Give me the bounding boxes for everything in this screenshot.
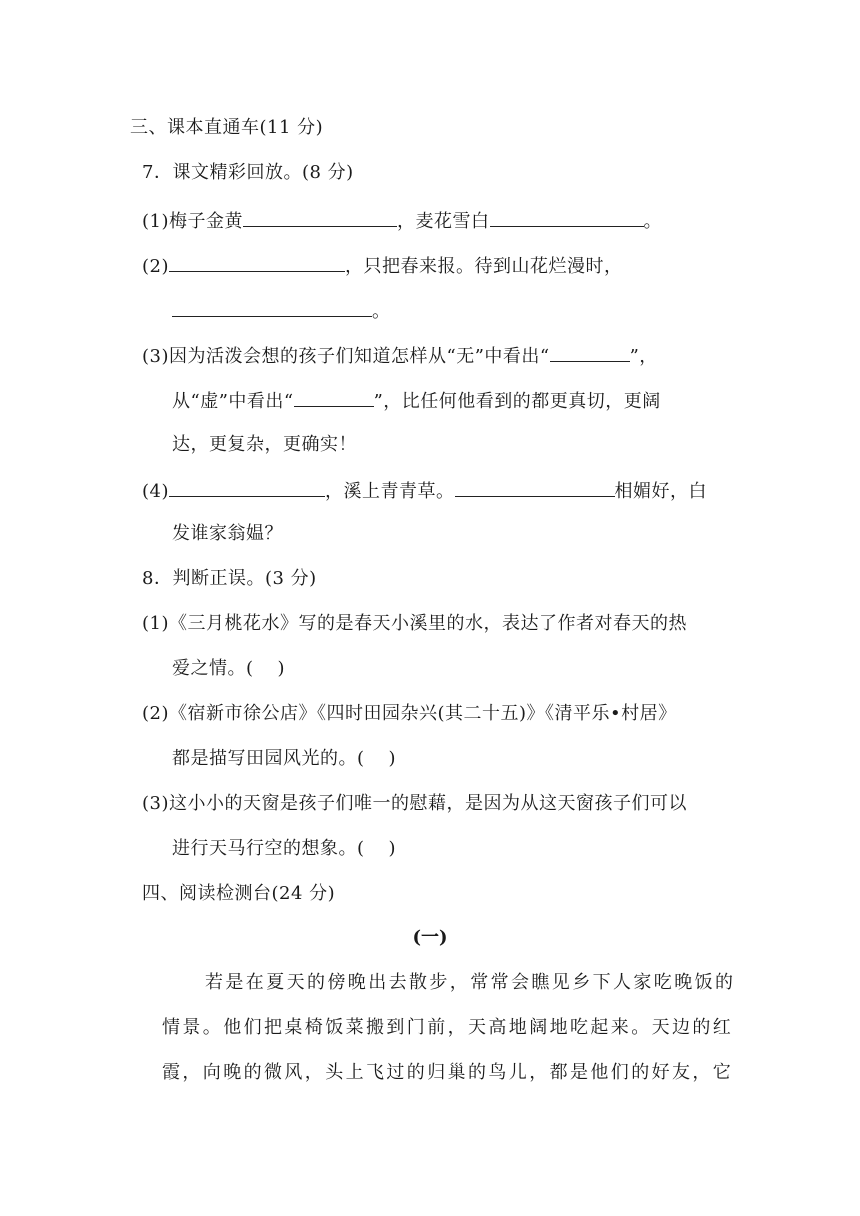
question-8-title: 8．判断正误。(3 分) — [142, 568, 317, 589]
item-number: (2) — [142, 256, 169, 277]
q7-item-3 — [142, 343, 658, 369]
q7-item-4-continued: 发谁家翁媪？ — [172, 523, 283, 544]
item-number: (3) — [142, 793, 169, 814]
item-text: 进行天马行空的想象。( — [172, 838, 365, 859]
fill-blank[interactable] — [294, 388, 374, 407]
passage-line-3: 霞，向晚的微风，头上飞过的归巢的鸟儿，都是他们的好友，它 — [162, 1062, 734, 1083]
item-number: (3) — [142, 346, 169, 367]
q8-item-1 — [142, 612, 687, 636]
fill-blank[interactable] — [550, 343, 630, 362]
section-3-heading: 三、课本直通车(11 分) — [130, 117, 324, 138]
question-7-title: 7．课文精彩回放。(8 分) — [142, 162, 354, 183]
item-text: ，麦花雪白 — [397, 211, 490, 232]
q8-item-2 — [142, 702, 677, 726]
item-text: 从“虚”中看出“ — [172, 391, 294, 412]
item-number: (4) — [142, 481, 169, 502]
fill-blank[interactable] — [490, 208, 644, 227]
item-text: ，只把春来报。待到山花烂漫时， — [345, 256, 623, 277]
item-number: (2) — [142, 703, 169, 724]
q7-item-1 — [142, 208, 662, 234]
item-text: ) — [388, 838, 397, 859]
item-text: 梅子金黄 — [169, 211, 243, 232]
q7-item-2-continued — [172, 298, 391, 324]
fill-blank[interactable] — [169, 478, 325, 497]
item-text: ，溪上青青草。 — [325, 481, 455, 502]
item-text: 《宿新市徐公店》《四时田园杂兴(其二十五)》《清平乐•村居》 — [169, 703, 677, 724]
q7-item-3-line-2 — [172, 388, 661, 414]
fill-blank[interactable] — [169, 253, 345, 272]
item-text: ) — [277, 658, 286, 679]
item-text: ”， — [629, 346, 658, 367]
item-number: (1) — [142, 211, 169, 232]
passage-line-2: 情景。他们把桌椅饭菜搬到门前，天高地阔地吃起来。天边的红 — [162, 1017, 734, 1038]
fill-blank[interactable] — [243, 208, 397, 227]
item-text: 因为活泼会想的孩子们知道怎样从“无”中看出“ — [169, 346, 550, 367]
q7-item-4 — [142, 478, 707, 504]
reading-part-title: (一) — [412, 927, 448, 948]
item-text: ) — [388, 748, 397, 769]
section-4-heading: 四、阅读检测台(24 分) — [142, 883, 336, 904]
item-text: 都是描写田园风光的。( — [172, 748, 365, 769]
fill-blank[interactable] — [455, 478, 615, 497]
item-number: (1) — [142, 613, 169, 634]
item-text: 。 — [372, 301, 391, 322]
item-text: 相媚好，白 — [614, 481, 707, 502]
item-text: 这小小的天窗是孩子们唯一的慰藉，是因为从这天窗孩子们可以 — [169, 793, 687, 814]
passage-line-1: 若是在夏天的傍晚出去散步，常常会瞧见乡下人家吃晚饭的 — [205, 972, 736, 993]
q8-item-2-continued — [172, 747, 396, 771]
item-text: ”，比任何他看到的都更真切，更阔 — [373, 391, 661, 412]
fill-blank[interactable] — [172, 298, 372, 317]
item-text: 。 — [643, 211, 662, 232]
q8-item-1-continued — [172, 657, 285, 681]
q8-item-3 — [142, 792, 687, 816]
q7-item-2 — [142, 253, 623, 279]
item-text: 爱之情。( — [172, 658, 254, 679]
q8-item-3-continued — [172, 837, 396, 861]
q7-item-3-line-3: 达，更复杂，更确实！ — [172, 434, 357, 455]
item-text: 《三月桃花水》写的是春天小溪里的水，表达了作者对春天的热 — [169, 613, 687, 634]
